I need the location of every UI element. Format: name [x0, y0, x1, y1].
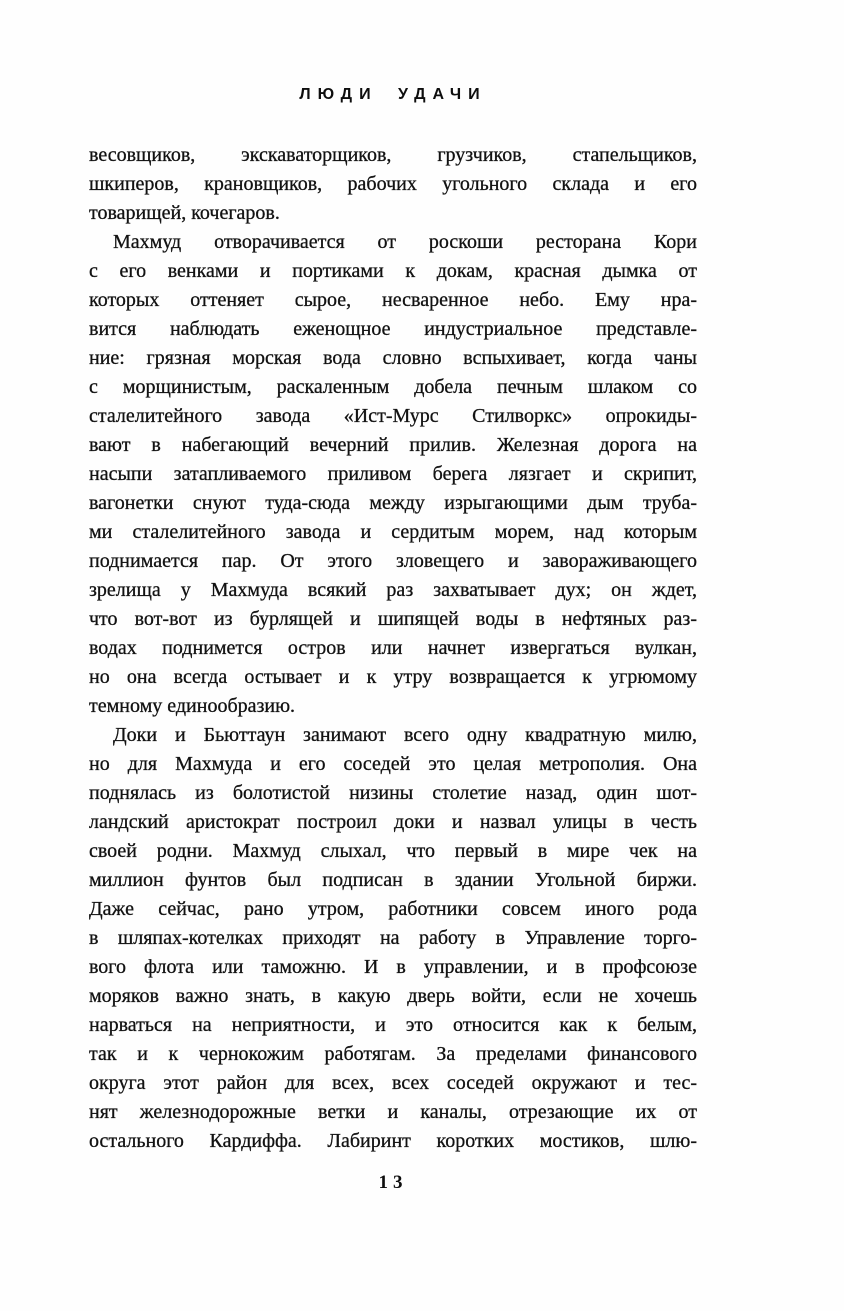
text-line: поднялась из болотистой низины столетие назад, один шот-	[89, 782, 697, 804]
text-line: вого флота или таможню. И в управлении, и в профсоюзе	[89, 956, 697, 978]
paragraph	[89, 228, 697, 721]
text-line: шкиперов, крановщиков, рабочих угольного склада и его	[89, 173, 697, 195]
text-line: сталелитейного завода «Ист-Мурс Стилворкс» опрокиды-	[89, 405, 697, 427]
text-line: Доки и Бьюттаун занимают всего одну квадратную милю,	[113, 724, 697, 746]
text-line: с его венками и портиками к докам, красная дымка от	[89, 260, 697, 282]
text-line: своей родни. Махмуд слыхал, что первый в мире чек на	[89, 840, 697, 862]
text-line: так и к чернокожим работягам. За пределами финансового	[89, 1043, 697, 1065]
text-line: нят железнодорожные ветки и каналы, отрезающие их от	[89, 1101, 697, 1123]
text-line: вают в набегающий вечерний прилив. Железная дорога на	[89, 434, 697, 456]
text-line: вится наблюдать еженощное индустриальное представле-	[89, 318, 697, 340]
text-line: товарищей, кочегаров.	[89, 202, 280, 224]
text-line: что вот-вот из бурлящей и шипящей воды в нефтяных раз-	[89, 608, 697, 630]
text-line: вагонетки снуют туда-сюда между изрыгающими дым труба-	[89, 492, 697, 514]
text-block	[89, 141, 697, 1156]
text-line: ландский аристократ построил доки и назвал улицы в честь	[89, 811, 697, 833]
paragraph	[89, 721, 697, 1156]
text-line: водах поднимется остров или начнет извергаться вулкан,	[89, 637, 697, 659]
text-line: но для Махмуда и его соседей это целая метрополия. Она	[89, 753, 697, 775]
text-line: но она всегда остывает и к утру возвращается к угрюмому	[89, 666, 697, 688]
text-line: которых оттеняет сырое, несваренное небо. Ему нра-	[89, 289, 697, 311]
text-line: с морщинистым, раскаленным добела печным шлаком со	[89, 376, 697, 398]
text-line: в шляпах-котелках приходят на работу в Управление торго-	[89, 927, 697, 949]
text-line: миллион фунтов был подписан в здании Угольной биржи.	[89, 869, 697, 891]
text-line: насыпи затапливаемого приливом берега лязгает и скрипит,	[89, 463, 697, 485]
text-line: поднимается пар. От этого зловещего и завораживающего	[89, 550, 697, 572]
page-number: 13	[378, 1172, 408, 1193]
text-line: ние: грязная морская вода словно вспыхивает, когда чаны	[89, 347, 697, 369]
text-line: зрелища у Махмуда всякий раз захватывает дух; он ждет,	[89, 579, 697, 601]
text-line: Махмуд отворачивается от роскоши ресторана Кори	[113, 231, 697, 253]
text-line: ми сталелитейного завода и сердитым морем, над которым	[89, 521, 697, 543]
paragraph	[89, 141, 697, 228]
text-line: остального Кардиффа. Лабиринт коротких мостиков, шлю-	[89, 1130, 697, 1152]
text-line: округа этот район для всех, всех соседей окружают и тес-	[89, 1072, 697, 1094]
running-header: ЛЮДИ УДАЧИ	[299, 86, 487, 103]
text-line: нарваться на неприятности, и это относится как к белым,	[89, 1014, 697, 1036]
text-line: весовщиков, экскаваторщиков, грузчиков, стапельщиков,	[89, 144, 697, 166]
text-line: моряков важно знать, в какую дверь войти, если не хочешь	[89, 985, 697, 1007]
text-line: темному единообразию.	[89, 695, 296, 717]
text-line: Даже сейчас, рано утром, работники совсем иного рода	[89, 898, 697, 920]
